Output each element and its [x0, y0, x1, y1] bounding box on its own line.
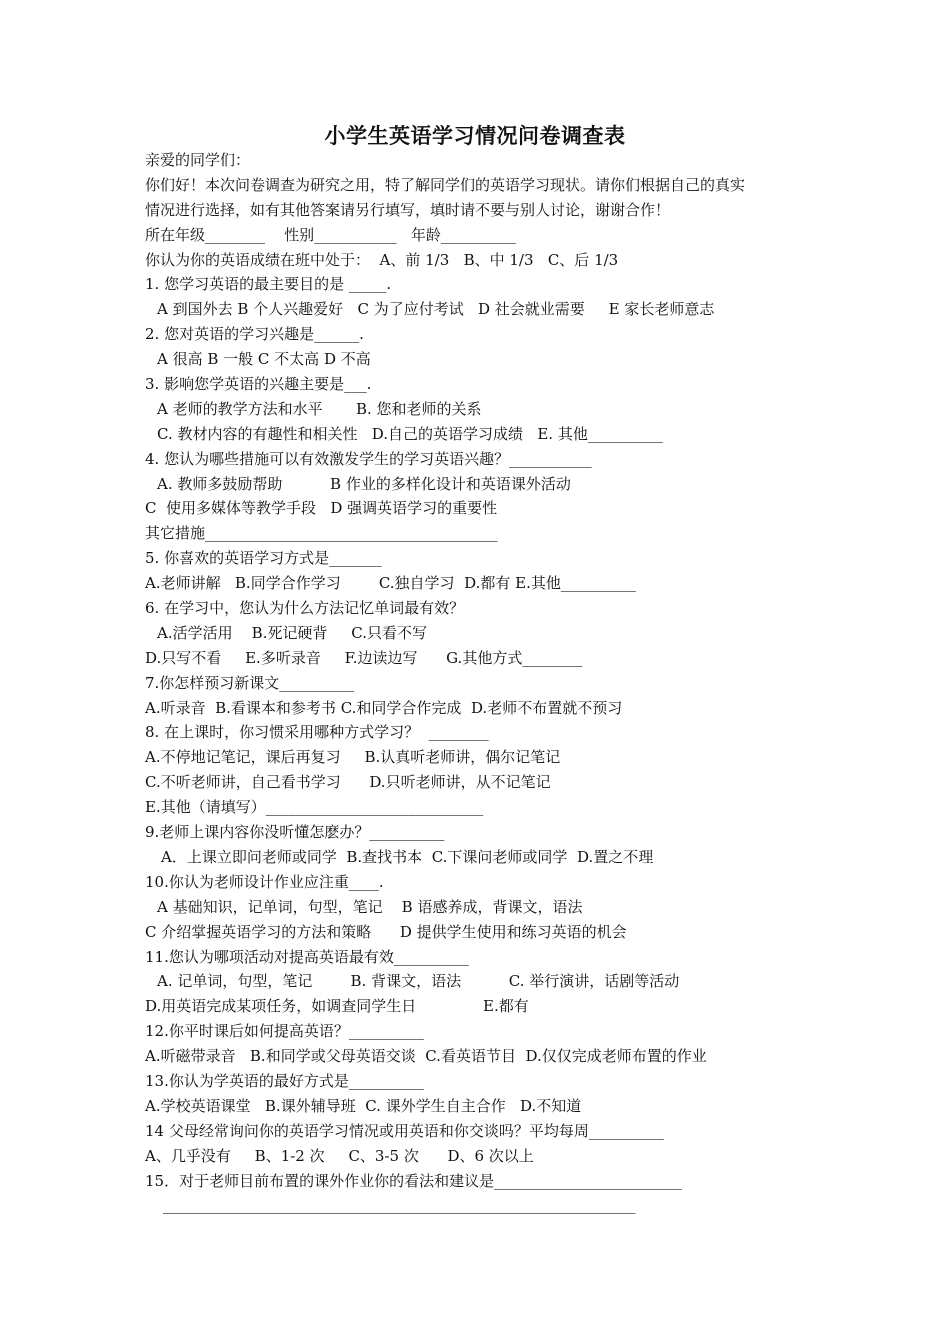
- question-11-options-1: A. 记单词，句型，笔记 B. 背课文，语法 C. 举行演讲，话剧等活动: [157, 972, 680, 991]
- question-7-options: A.听录音 B.看课本和参考书 C.和同学合作完成 D.老师不布置就不预习: [145, 698, 623, 717]
- question-15-answer-line: _______________________________________________________________: [163, 1196, 636, 1215]
- question-1: 1. 您学习英语的最主要目的是 _____.: [145, 275, 392, 294]
- question-8-options-1: A.不停地记笔记，课后再复习 B.认真听老师讲，偶尔记笔记: [145, 748, 561, 767]
- question-11-options-2: D.用英语完成某项任务，如调查同学生日 E.都有: [145, 997, 529, 1016]
- question-3: 3. 影响您学英语的兴趣主要是___.: [145, 375, 372, 394]
- question-8-options-2: C.不听老师讲，自己看书学习 D.只听老师讲，从不记笔记: [145, 773, 551, 792]
- question-2: 2. 您对英语的学习兴趣是______.: [145, 325, 364, 344]
- question-13: 13.你认为学英语的最好方式是__________: [145, 1071, 424, 1090]
- question-6-options-1: A.活学活用 B.死记硬背 C.只看不写: [157, 623, 428, 642]
- question-13-options: A.学校英语课堂 B.课外辅导班 C. 课外学生自主合作 D.不知道: [145, 1096, 582, 1115]
- question-6-options-2: D.只写不看 E.多听录音 F.边读边写 G.其他方式________: [145, 648, 583, 667]
- intro-line-1: 你们好！本次问卷调查为研究之用，特了解同学们的英语学习现状。请你们根据自己的真实: [145, 175, 746, 194]
- rank-question-line: 你认为你的英语成绩在班中处于： A、前 1/3 B、中 1/3 C、后 1/3: [145, 250, 619, 269]
- question-14-options: A、几乎没有 B、1-2 次 C、3-5 次 D、6 次以上: [145, 1146, 534, 1165]
- question-4-options-2: C 使用多媒体等教学手段 D 强调英语学习的重要性: [145, 499, 498, 518]
- question-3-options-2: C. 教材内容的有趣性和相关性 D.自己的英语学习成绩 E. 其他__________: [157, 424, 663, 443]
- question-6: 6. 在学习中，您认为什么方法记忆单词最有效？: [145, 599, 465, 618]
- question-1-options: A 到国外去 B 个人兴趣爱好 C 为了应付考试 D 社会就业需要 E 家长老师意志: [157, 300, 715, 319]
- question-4-options-1: A. 教师多鼓励帮助 B 作业的多样化设计和英语课外活动: [157, 474, 571, 493]
- question-14: 14 父母经常询问你的英语学习情况或用英语和你交谈吗？平均每周__________: [145, 1121, 664, 1140]
- document-title: 小学生英语学习情况问卷调查表: [324, 123, 626, 148]
- question-11: 11.您认为哪项活动对提高英语最有效__________: [145, 947, 469, 966]
- question-3-options-1: A 老师的教学方法和水平 B. 您和老师的关系: [157, 399, 482, 418]
- question-12: 12.你平时课后如何提高英语？__________: [145, 1022, 424, 1041]
- question-10-options-2: C 介绍掌握英语学习的方法和策略 D 提供学生使用和练习英语的机会: [145, 922, 627, 941]
- intro-line-2: 情况进行选择，如有其他答案请另行填写，填时请不要与别人讨论，谢谢合作！: [145, 200, 671, 219]
- question-5: 5. 你喜欢的英语学习方式是_______: [145, 549, 382, 568]
- student-info-line: 所在年级________ 性别___________ 年龄__________: [145, 225, 516, 244]
- question-4: 4. 您认为哪些措施可以有效激发学生的学习英语兴趣？___________: [145, 449, 592, 468]
- question-7: 7.你怎样预习新课文__________: [145, 673, 355, 692]
- question-9-options: A．上课立即问老师或同学 B.查找书本 C.下课问老师或同学 D.置之不理: [161, 847, 654, 866]
- greeting-line: 亲爱的同学们：: [145, 151, 251, 169]
- questionnaire-body: [145, 148, 835, 1218]
- question-2-options: A 很高 B 一般 C 不太高 D 不高: [157, 350, 371, 369]
- question-8-other: E.其他（请填写）_____________________________: [145, 798, 484, 817]
- question-8: 8. 在上课时，你习惯采用哪种方式学习？ ________: [145, 723, 489, 742]
- question-15: 15．对于老师目前布置的课外作业你的看法和建议是_________________________: [145, 1171, 682, 1190]
- question-9: 9.老师上课内容你没听懂怎麽办？__________: [145, 823, 445, 842]
- question-10-options-1: A 基础知识，记单词，句型，笔记 B 语感养成，背课文，语法: [157, 897, 583, 916]
- question-5-options: A.老师讲解 B.同学合作学习 C.独自学习 D.都有 E.其他__________: [145, 574, 636, 593]
- question-10: 10.你认为老师设计作业应注重____.: [145, 872, 384, 891]
- question-4-other: 其它措施_______________________________________: [145, 524, 498, 543]
- question-12-options: A.听磁带录音 B.和同学或父母英语交谈 C.看英语节目 D.仅仅完成老师布置的作业: [145, 1047, 707, 1066]
